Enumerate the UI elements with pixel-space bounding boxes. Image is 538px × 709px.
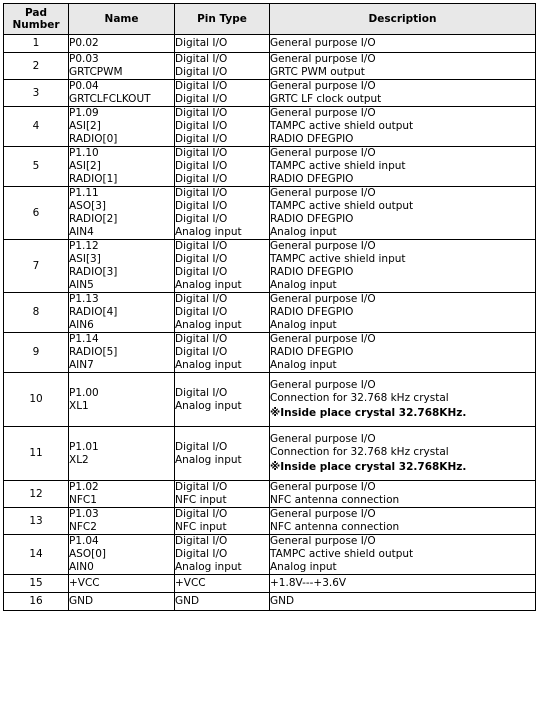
pin-type-line: Digital I/O (175, 508, 228, 520)
name-line: RADIO[4] (69, 306, 118, 318)
pin-type-cell (175, 187, 270, 240)
description-cell (270, 107, 536, 147)
pin-type-cell (175, 593, 270, 611)
name-cell (69, 293, 175, 333)
name-cell (69, 53, 175, 80)
pin-type-line: Digital I/O (175, 535, 228, 547)
description-line: TAMPC active shield output (270, 200, 414, 212)
description-line: General purpose I/O (270, 433, 376, 445)
name-line: RADIO[3] (69, 266, 118, 278)
table-row (4, 427, 536, 481)
pin-type-cell (175, 293, 270, 333)
name-line: NFC1 (69, 494, 97, 506)
description-line: RADIO DFEGPIO (270, 213, 354, 225)
name-cell (69, 427, 175, 481)
pin-type-cell (175, 80, 270, 107)
pin-type-cell (175, 373, 270, 427)
description-line: TAMPC active shield input (270, 253, 406, 265)
pin-table-body (4, 35, 536, 611)
name-line: AIN0 (69, 561, 94, 573)
header-name: Name (69, 4, 175, 35)
name-line: P1.12 (69, 240, 99, 252)
name-line: XL2 (69, 453, 89, 466)
pad-number-cell: 4 (4, 107, 69, 147)
pad-number-cell: 2 (4, 53, 69, 80)
name-line: ASI[2] (69, 120, 101, 132)
pin-type-line: Digital I/O (175, 80, 228, 92)
description-line: RADIO DFEGPIO (270, 173, 354, 185)
pad-number-cell: 12 (4, 481, 69, 508)
pin-type-line: Digital I/O (175, 66, 228, 78)
name-line: P0.02 (69, 37, 99, 49)
pad-number-cell: 9 (4, 333, 69, 373)
description-cell (270, 593, 536, 611)
pin-type-cell (175, 427, 270, 481)
header-pad-number-line-1: Pad (24, 7, 47, 19)
pin-type-cell (175, 35, 270, 53)
name-line: NFC2 (69, 521, 97, 533)
table-row (4, 293, 536, 333)
name-line: GRTCPWM (69, 66, 123, 78)
description-line: Analog input (270, 359, 337, 371)
pin-type-line: Analog input (175, 279, 242, 291)
description-line: General purpose I/O (270, 147, 376, 159)
description-cell (270, 53, 536, 80)
pin-type-cell (175, 333, 270, 373)
name-cell (69, 481, 175, 508)
pad-number-cell: 11 (4, 427, 69, 481)
header-pad-number (4, 4, 69, 35)
header-description: Description (270, 4, 536, 35)
table-row (4, 593, 536, 611)
description-line: TAMPC active shield output (270, 120, 414, 132)
name-cell (69, 187, 175, 240)
name-line: AIN7 (69, 359, 94, 371)
pin-type-line: Digital I/O (175, 213, 228, 225)
pin-type-line: Digital I/O (175, 481, 228, 493)
name-line: RADIO[1] (69, 173, 118, 185)
name-line: AIN6 (69, 319, 94, 331)
name-line: P1.10 (69, 147, 99, 159)
pad-number-cell: 7 (4, 240, 69, 293)
description-line: Connection for 32.768 kHz crystal (270, 392, 449, 404)
table-row (4, 53, 536, 80)
pin-type-line: Digital I/O (175, 37, 228, 49)
description-line: General purpose I/O (270, 333, 376, 345)
pin-type-line: Digital I/O (175, 386, 228, 399)
name-line: P1.03 (69, 508, 99, 520)
name-line: P1.00 (69, 386, 99, 399)
table-row (4, 240, 536, 293)
name-cell (69, 373, 175, 427)
description-line: General purpose I/O (270, 187, 376, 199)
pad-number-cell: 16 (4, 593, 69, 611)
description-cell (270, 333, 536, 373)
description-cell (270, 147, 536, 187)
name-line: P0.04 (69, 80, 99, 92)
description-cell (270, 373, 536, 427)
description-line: RADIO DFEGPIO (270, 346, 354, 358)
pin-type-line: Digital I/O (175, 160, 228, 172)
pin-type-line: +VCC (175, 577, 206, 589)
description-line: General purpose I/O (270, 379, 376, 391)
pin-type-line: Analog input (175, 359, 242, 371)
pin-type-cell (175, 481, 270, 508)
description-cell (270, 187, 536, 240)
pin-type-line: Analog input (175, 226, 242, 238)
header-row (4, 4, 536, 35)
description-line: General purpose I/O (270, 293, 376, 305)
description-cell (270, 80, 536, 107)
description-line: NFC antenna connection (270, 521, 400, 533)
name-line: AIN4 (69, 226, 94, 238)
pin-type-cell (175, 508, 270, 535)
description-line: RADIO DFEGPIO (270, 306, 354, 318)
description-line: General purpose I/O (270, 37, 376, 49)
description-line: Connection for 32.768 kHz crystal (270, 446, 449, 458)
name-cell (69, 240, 175, 293)
description-line: TAMPC active shield output (270, 548, 414, 560)
pin-table (3, 3, 536, 611)
pin-type-line: Digital I/O (175, 306, 228, 318)
pin-type-line: Digital I/O (175, 346, 228, 358)
description-line: General purpose I/O (270, 240, 376, 252)
pad-number-cell: 1 (4, 35, 69, 53)
name-line: RADIO[2] (69, 213, 118, 225)
description-line: RADIO DFEGPIO (270, 133, 354, 145)
pin-type-line: Digital I/O (175, 293, 228, 305)
description-cell (270, 508, 536, 535)
pin-type-line: Digital I/O (175, 333, 228, 345)
name-cell (69, 508, 175, 535)
name-cell (69, 147, 175, 187)
description-line: General purpose I/O (270, 481, 376, 493)
description-line: RADIO DFEGPIO (270, 266, 354, 278)
table-row (4, 147, 536, 187)
description-line: General purpose I/O (270, 53, 376, 65)
description-line: NFC antenna connection (270, 494, 400, 506)
pin-type-cell (175, 53, 270, 80)
pad-number-cell: 13 (4, 508, 69, 535)
pin-type-line: GND (175, 595, 200, 607)
header-pin-type: Pin Type (175, 4, 270, 35)
pin-type-line: Digital I/O (175, 187, 228, 199)
pad-number-cell: 6 (4, 187, 69, 240)
pin-type-line: Digital I/O (175, 53, 228, 65)
pin-type-line: Analog input (175, 453, 242, 466)
description-line: TAMPC active shield input (270, 160, 406, 172)
name-line: P1.01 (69, 440, 99, 453)
pad-number-cell: 5 (4, 147, 69, 187)
table-row (4, 575, 536, 593)
pin-type-cell (175, 147, 270, 187)
pad-number-cell: 8 (4, 293, 69, 333)
pin-type-line: Analog input (175, 319, 242, 331)
name-line: AIN5 (69, 279, 94, 291)
pin-type-cell (175, 240, 270, 293)
table-row (4, 481, 536, 508)
description-line: GRTC PWM output (270, 66, 365, 78)
description-line: GRTC LF clock output (270, 93, 382, 105)
description-cell (270, 35, 536, 53)
description-line: General purpose I/O (270, 535, 376, 547)
name-line: ASO[3] (69, 200, 106, 212)
description-cell (270, 481, 536, 508)
name-line: +VCC (69, 577, 100, 589)
name-cell (69, 535, 175, 575)
description-line: Analog input (270, 226, 337, 238)
description-line: General purpose I/O (270, 508, 376, 520)
pin-type-line: Digital I/O (175, 200, 228, 212)
name-cell (69, 80, 175, 107)
pin-type-line: Digital I/O (175, 173, 228, 185)
pin-type-line: NFC input (175, 494, 227, 506)
table-row (4, 107, 536, 147)
description-cell (270, 293, 536, 333)
description-note: ※Inside place crystal 32.768KHz. (270, 461, 467, 473)
pin-type-line: Digital I/O (175, 253, 228, 265)
name-line: GND (69, 595, 94, 607)
name-line: ASO[0] (69, 548, 106, 560)
name-line: P1.02 (69, 481, 99, 493)
description-cell (270, 575, 536, 593)
name-line: RADIO[0] (69, 133, 118, 145)
description-line: Analog input (270, 279, 337, 291)
pin-type-line: Analog input (175, 399, 242, 412)
name-line: ASI[2] (69, 160, 101, 172)
name-cell (69, 333, 175, 373)
name-line: GRTCLFCLKOUT (69, 93, 151, 105)
description-line: +1.8V---+3.6V (270, 577, 347, 589)
pin-type-line: Digital I/O (175, 107, 228, 119)
pin-type-cell (175, 107, 270, 147)
pin-type-line: Digital I/O (175, 240, 228, 252)
name-line: P1.11 (69, 187, 99, 199)
pad-number-cell: 10 (4, 373, 69, 427)
description-line: Analog input (270, 561, 337, 573)
table-row (4, 187, 536, 240)
pin-type-line: Digital I/O (175, 548, 228, 560)
name-line: P1.14 (69, 333, 99, 345)
name-cell (69, 107, 175, 147)
table-row (4, 333, 536, 373)
pin-type-cell (175, 575, 270, 593)
table-row (4, 35, 536, 53)
pin-type-line: Analog input (175, 561, 242, 573)
name-line: P0.03 (69, 53, 99, 65)
pad-number-cell: 15 (4, 575, 69, 593)
description-cell (270, 535, 536, 575)
description-note: ※Inside place crystal 32.768KHz. (270, 407, 467, 419)
description-cell (270, 427, 536, 481)
description-line: Analog input (270, 319, 337, 331)
description-line: General purpose I/O (270, 107, 376, 119)
pin-type-line: Digital I/O (175, 93, 228, 105)
name-line: P1.04 (69, 535, 99, 547)
name-line: P1.09 (69, 107, 99, 119)
pad-number-cell: 3 (4, 80, 69, 107)
pin-type-line: Digital I/O (175, 266, 228, 278)
pin-type-line: Digital I/O (175, 440, 228, 453)
description-line: GND (270, 595, 295, 607)
name-line: P1.13 (69, 293, 99, 305)
table-row (4, 535, 536, 575)
header-pad-number-line-2: Number (12, 19, 60, 31)
name-line: RADIO[5] (69, 346, 118, 358)
table-row (4, 373, 536, 427)
pad-number-cell: 14 (4, 535, 69, 575)
pin-type-line: Digital I/O (175, 133, 228, 145)
name-line: XL1 (69, 399, 89, 412)
pin-type-line: NFC input (175, 521, 227, 533)
pin-type-line: Digital I/O (175, 120, 228, 132)
name-cell (69, 575, 175, 593)
pin-type-line: Digital I/O (175, 147, 228, 159)
table-row (4, 508, 536, 535)
pin-type-cell (175, 535, 270, 575)
name-cell (69, 593, 175, 611)
table-row (4, 80, 536, 107)
description-line: General purpose I/O (270, 80, 376, 92)
description-cell (270, 240, 536, 293)
name-cell (69, 35, 175, 53)
name-line: ASI[3] (69, 253, 101, 265)
